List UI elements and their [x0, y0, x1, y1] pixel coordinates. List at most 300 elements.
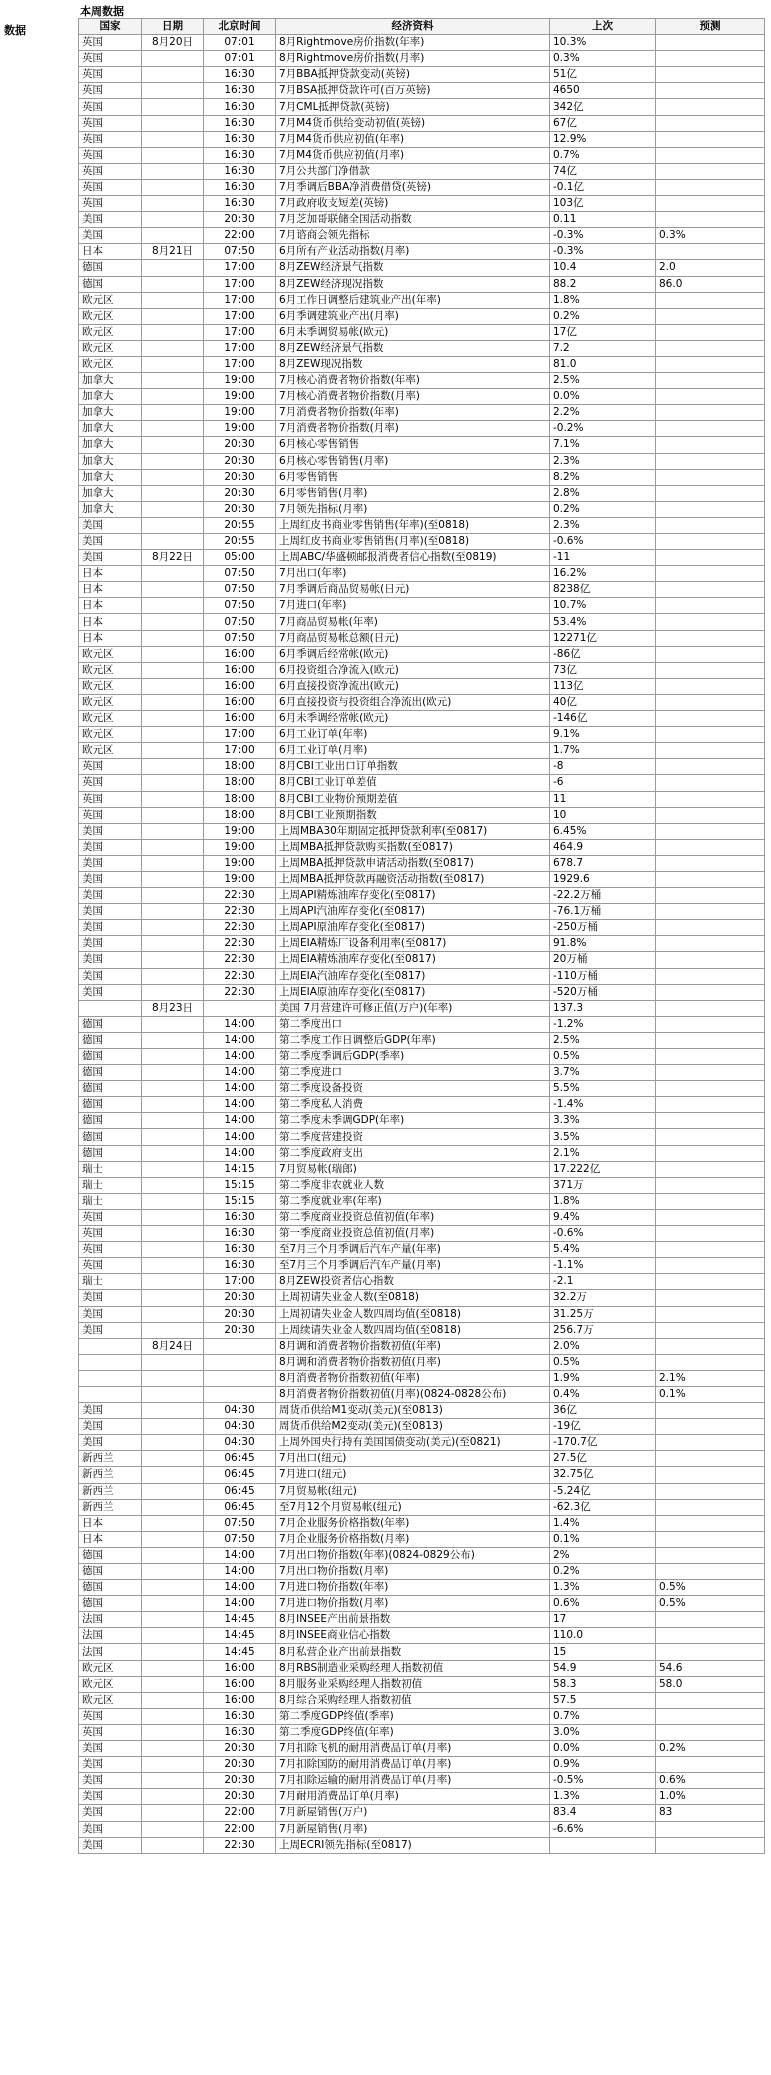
forecast-cell	[656, 678, 765, 694]
forecast-cell	[656, 99, 765, 115]
forecast-cell: 0.3%	[656, 228, 765, 244]
time-cell	[204, 1370, 276, 1386]
previous-value-cell: 2.5%	[550, 1032, 656, 1048]
header-forecast: 预测	[656, 19, 765, 35]
indicator-cell: 7月核心消费者物价指数(月率)	[276, 389, 550, 405]
time-cell: 18:00	[204, 791, 276, 807]
table-header-row	[79, 19, 765, 35]
forecast-cell	[656, 1515, 765, 1531]
country-cell: 美国	[79, 212, 142, 228]
time-cell: 14:00	[204, 1016, 276, 1032]
forecast-cell	[656, 1499, 765, 1515]
previous-value-cell: -0.5%	[550, 1773, 656, 1789]
time-cell: 20:30	[204, 1306, 276, 1322]
forecast-cell	[656, 711, 765, 727]
previous-value-cell: 1929.6	[550, 871, 656, 887]
indicator-cell: 7月耐用消费品订单(月率)	[276, 1789, 550, 1805]
date-cell	[142, 1773, 204, 1789]
previous-value-cell: 0.6%	[550, 1596, 656, 1612]
country-cell: 欧元区	[79, 1692, 142, 1708]
forecast-cell	[656, 1097, 765, 1113]
time-cell: 19:00	[204, 823, 276, 839]
date-cell	[142, 1306, 204, 1322]
forecast-cell	[656, 1065, 765, 1081]
country-cell: 欧元区	[79, 678, 142, 694]
indicator-cell: 8月消费者物价指数初值(年率)	[276, 1370, 550, 1386]
date-cell	[142, 1258, 204, 1274]
table-row	[79, 1016, 765, 1032]
table-row	[79, 1483, 765, 1499]
indicator-cell: 上周API精炼油库存变化(至0817)	[276, 888, 550, 904]
forecast-cell	[656, 324, 765, 340]
time-cell: 16:00	[204, 694, 276, 710]
date-cell	[142, 469, 204, 485]
forecast-cell	[656, 920, 765, 936]
indicator-cell: 8月RBS制造业采购经理人指数初值	[276, 1660, 550, 1676]
forecast-cell	[656, 1258, 765, 1274]
indicator-cell: 8月CBI工业出口订单指数	[276, 759, 550, 775]
date-cell	[142, 1242, 204, 1258]
date-cell	[142, 904, 204, 920]
table-row	[79, 99, 765, 115]
date-cell	[142, 598, 204, 614]
forecast-cell: 54.6	[656, 1660, 765, 1676]
forecast-cell	[656, 823, 765, 839]
indicator-cell: 8月Rightmove房价指数(月率)	[276, 51, 550, 67]
country-cell: 欧元区	[79, 646, 142, 662]
time-cell: 20:30	[204, 469, 276, 485]
previous-value-cell: 4650	[550, 83, 656, 99]
time-cell	[204, 1386, 276, 1402]
time-cell: 14:45	[204, 1628, 276, 1644]
time-cell: 20:30	[204, 1757, 276, 1773]
indicator-cell: 7月季调后商品贸易帐(日元)	[276, 582, 550, 598]
previous-value-cell: 1.3%	[550, 1580, 656, 1596]
time-cell: 07:50	[204, 1531, 276, 1547]
table-row	[79, 1467, 765, 1483]
previous-value-cell: -11	[550, 550, 656, 566]
country-cell: 德国	[79, 276, 142, 292]
date-cell	[142, 437, 204, 453]
previous-value-cell: 342亿	[550, 99, 656, 115]
country-cell: 美国	[79, 1757, 142, 1773]
country-cell: 日本	[79, 582, 142, 598]
table-row	[79, 1644, 765, 1660]
previous-value-cell: 0.2%	[550, 501, 656, 517]
sidebar-section-label: 数据	[4, 24, 26, 37]
previous-value-cell	[550, 1837, 656, 1853]
previous-value-cell: 0.3%	[550, 51, 656, 67]
indicator-cell: 8月私营企业产出前景指数	[276, 1644, 550, 1660]
forecast-cell	[656, 839, 765, 855]
previous-value-cell: -1.1%	[550, 1258, 656, 1274]
country-cell: 加拿大	[79, 421, 142, 437]
time-cell: 16:30	[204, 83, 276, 99]
date-cell: 8月21日	[142, 244, 204, 260]
country-cell: 德国	[79, 1145, 142, 1161]
forecast-cell	[656, 131, 765, 147]
indicator-cell: 上周外国央行持有美国国债变动(美元)(至0821)	[276, 1435, 550, 1451]
time-cell: 19:00	[204, 421, 276, 437]
date-cell	[142, 99, 204, 115]
country-cell: 美国	[79, 550, 142, 566]
forecast-cell	[656, 1612, 765, 1628]
country-cell: 美国	[79, 1435, 142, 1451]
table-row	[79, 501, 765, 517]
table-row	[79, 83, 765, 99]
date-cell: 8月20日	[142, 35, 204, 51]
date-cell	[142, 566, 204, 582]
indicator-cell: 第二季度政府支出	[276, 1145, 550, 1161]
forecast-cell	[656, 984, 765, 1000]
previous-value-cell: 32.75亿	[550, 1467, 656, 1483]
date-cell	[142, 389, 204, 405]
time-cell: 14:00	[204, 1081, 276, 1097]
table-row	[79, 1403, 765, 1419]
date-cell	[142, 405, 204, 421]
previous-value-cell: 67亿	[550, 115, 656, 131]
country-cell: 加拿大	[79, 469, 142, 485]
table-row	[79, 1177, 765, 1193]
time-cell: 16:30	[204, 1242, 276, 1258]
table-row	[79, 1612, 765, 1628]
table-row	[79, 1515, 765, 1531]
table-row	[79, 904, 765, 920]
indicator-cell: 7月扣除运输的耐用消费品订单(月率)	[276, 1773, 550, 1789]
table-row	[79, 1354, 765, 1370]
indicator-cell: 至7月三个月季调后汽车产量(年率)	[276, 1242, 550, 1258]
country-cell: 欧元区	[79, 340, 142, 356]
indicator-cell: 上周MBA抵押贷款购买指数(至0817)	[276, 839, 550, 855]
table-row	[79, 1113, 765, 1129]
time-cell: 14:00	[204, 1580, 276, 1596]
country-cell: 英国	[79, 35, 142, 51]
table-row	[79, 582, 765, 598]
country-cell: 英国	[79, 67, 142, 83]
table-row	[79, 968, 765, 984]
indicator-cell: 7月季调后BBA净消费借贷(英镑)	[276, 179, 550, 195]
country-cell: 英国	[79, 99, 142, 115]
forecast-cell	[656, 1483, 765, 1499]
date-cell	[142, 727, 204, 743]
indicator-cell: 7月进口(年率)	[276, 598, 550, 614]
country-cell: 加拿大	[79, 501, 142, 517]
previous-value-cell: 12.9%	[550, 131, 656, 147]
date-cell	[142, 1274, 204, 1290]
forecast-cell	[656, 1032, 765, 1048]
table-row	[79, 1386, 765, 1402]
country-cell: 英国	[79, 759, 142, 775]
table-row	[79, 920, 765, 936]
previous-value-cell: 54.9	[550, 1660, 656, 1676]
time-cell: 18:00	[204, 775, 276, 791]
indicator-cell: 6月工业订单(月率)	[276, 743, 550, 759]
previous-value-cell: -6.6%	[550, 1821, 656, 1837]
date-cell	[142, 630, 204, 646]
country-cell: 新西兰	[79, 1499, 142, 1515]
date-cell: 8月24日	[142, 1338, 204, 1354]
date-cell	[142, 678, 204, 694]
indicator-cell: 6月所有产业活动指数(月率)	[276, 244, 550, 260]
time-cell: 14:00	[204, 1547, 276, 1563]
indicator-cell: 周货币供给M1变动(美元)(至0813)	[276, 1403, 550, 1419]
time-cell: 14:45	[204, 1644, 276, 1660]
table-row	[79, 1000, 765, 1016]
date-cell	[142, 614, 204, 630]
country-cell: 美国	[79, 984, 142, 1000]
forecast-cell	[656, 582, 765, 598]
previous-value-cell: -0.3%	[550, 244, 656, 260]
indicator-cell: 上周初请失业金人数(至0818)	[276, 1290, 550, 1306]
date-cell	[142, 1805, 204, 1821]
country-cell: 英国	[79, 1209, 142, 1225]
time-cell: 22:30	[204, 936, 276, 952]
forecast-cell	[656, 968, 765, 984]
indicator-cell: 7月进口物价指数(月率)	[276, 1596, 550, 1612]
table-row	[79, 984, 765, 1000]
country-cell: 美国	[79, 904, 142, 920]
forecast-cell	[656, 340, 765, 356]
table-row	[79, 1435, 765, 1451]
indicator-cell: 6月直接投资净流出(欧元)	[276, 678, 550, 694]
country-cell: 欧元区	[79, 324, 142, 340]
indicator-cell: 上周ECRI领先指标(至0817)	[276, 1837, 550, 1853]
previous-value-cell: 0.4%	[550, 1386, 656, 1402]
date-cell	[142, 1354, 204, 1370]
forecast-cell	[656, 308, 765, 324]
forecast-cell: 0.2%	[656, 1741, 765, 1757]
previous-value-cell: -5.24亿	[550, 1483, 656, 1499]
time-cell: 15:15	[204, 1193, 276, 1209]
forecast-cell	[656, 485, 765, 501]
time-cell: 06:45	[204, 1499, 276, 1515]
forecast-cell	[656, 759, 765, 775]
time-cell: 22:30	[204, 984, 276, 1000]
previous-value-cell: -6	[550, 775, 656, 791]
country-cell: 瑞士	[79, 1193, 142, 1209]
forecast-cell	[656, 1274, 765, 1290]
time-cell: 19:00	[204, 373, 276, 389]
date-cell	[142, 453, 204, 469]
forecast-cell	[656, 147, 765, 163]
date-cell	[142, 711, 204, 727]
time-cell: 16:30	[204, 67, 276, 83]
forecast-cell	[656, 1757, 765, 1773]
forecast-cell	[656, 517, 765, 533]
country-cell: 日本	[79, 630, 142, 646]
time-cell: 20:30	[204, 1322, 276, 1338]
indicator-cell: 第二季度GDP终值(年率)	[276, 1724, 550, 1740]
previous-value-cell: 81.0	[550, 356, 656, 372]
table-row	[79, 1145, 765, 1161]
forecast-cell	[656, 469, 765, 485]
date-cell	[142, 839, 204, 855]
country-cell	[79, 1000, 142, 1016]
previous-value-cell: 6.45%	[550, 823, 656, 839]
time-cell: 16:00	[204, 662, 276, 678]
date-cell	[142, 1692, 204, 1708]
forecast-cell	[656, 437, 765, 453]
previous-value-cell: -0.6%	[550, 1226, 656, 1242]
date-cell	[142, 936, 204, 952]
country-cell: 美国	[79, 1821, 142, 1837]
previous-value-cell: 0.2%	[550, 1564, 656, 1580]
country-cell: 欧元区	[79, 711, 142, 727]
indicator-cell: 7月M4货币供给变动初值(英镑)	[276, 115, 550, 131]
forecast-cell	[656, 1403, 765, 1419]
previous-value-cell: 17	[550, 1612, 656, 1628]
table-row	[79, 1306, 765, 1322]
country-cell: 加拿大	[79, 485, 142, 501]
previous-value-cell: 110.0	[550, 1628, 656, 1644]
country-cell: 英国	[79, 1708, 142, 1724]
indicator-cell: 8月Rightmove房价指数(年率)	[276, 35, 550, 51]
previous-value-cell: 2.2%	[550, 405, 656, 421]
previous-value-cell: -19亿	[550, 1419, 656, 1435]
indicator-cell: 8月服务业采购经理人指数初值	[276, 1676, 550, 1692]
time-cell: 22:30	[204, 1837, 276, 1853]
time-cell: 14:00	[204, 1113, 276, 1129]
indicator-cell: 7月消费者物价指数(月率)	[276, 421, 550, 437]
time-cell: 18:00	[204, 759, 276, 775]
time-cell: 16:30	[204, 1708, 276, 1724]
table-row	[79, 1258, 765, 1274]
forecast-cell: 83	[656, 1805, 765, 1821]
date-cell	[142, 1467, 204, 1483]
previous-value-cell: 0.5%	[550, 1049, 656, 1065]
forecast-cell	[656, 1547, 765, 1563]
time-cell: 20:30	[204, 437, 276, 453]
date-cell	[142, 228, 204, 244]
time-cell: 16:30	[204, 131, 276, 147]
indicator-cell: 7月商品贸易帐(年率)	[276, 614, 550, 630]
indicator-cell: 上周EIA汽油库存变化(至0817)	[276, 968, 550, 984]
time-cell: 16:00	[204, 678, 276, 694]
time-cell: 06:45	[204, 1467, 276, 1483]
table-row	[79, 534, 765, 550]
time-cell: 16:30	[204, 179, 276, 195]
table-row	[79, 678, 765, 694]
country-cell: 美国	[79, 936, 142, 952]
indicator-cell: 上周红皮书商业零售销售(年率)(至0818)	[276, 517, 550, 533]
previous-value-cell: 464.9	[550, 839, 656, 855]
time-cell: 07:50	[204, 582, 276, 598]
forecast-cell: 0.5%	[656, 1580, 765, 1596]
previous-value-cell: 0.7%	[550, 147, 656, 163]
table-row	[79, 550, 765, 566]
indicator-cell: 7月公共部门净借款	[276, 163, 550, 179]
indicator-cell: 8月调和消费者物价指数初值(月率)	[276, 1354, 550, 1370]
country-cell: 美国	[79, 1805, 142, 1821]
date-cell: 8月22日	[142, 550, 204, 566]
country-cell: 日本	[79, 244, 142, 260]
table-row	[79, 646, 765, 662]
time-cell: 05:00	[204, 550, 276, 566]
date-cell	[142, 1049, 204, 1065]
table-row	[79, 791, 765, 807]
previous-value-cell: 0.2%	[550, 308, 656, 324]
table-row	[79, 1499, 765, 1515]
previous-value-cell: 17亿	[550, 324, 656, 340]
date-cell	[142, 1322, 204, 1338]
header-previous: 上次	[550, 19, 656, 35]
previous-value-cell: 9.4%	[550, 1209, 656, 1225]
time-cell: 17:00	[204, 260, 276, 276]
date-cell	[142, 1789, 204, 1805]
table-row	[79, 228, 765, 244]
country-cell	[79, 1370, 142, 1386]
table-row	[79, 1065, 765, 1081]
indicator-cell: 7月谘商会领先指标	[276, 228, 550, 244]
country-cell: 法国	[79, 1644, 142, 1660]
country-cell: 美国	[79, 952, 142, 968]
forecast-cell	[656, 1129, 765, 1145]
previous-value-cell: -1.2%	[550, 1016, 656, 1032]
country-cell: 德国	[79, 1032, 142, 1048]
previous-value-cell: 10.4	[550, 260, 656, 276]
indicator-cell: 6月投资组合净流入(欧元)	[276, 662, 550, 678]
forecast-cell	[656, 775, 765, 791]
country-cell: 英国	[79, 147, 142, 163]
time-cell: 20:55	[204, 517, 276, 533]
previous-value-cell: 0.1%	[550, 1531, 656, 1547]
country-cell: 美国	[79, 1419, 142, 1435]
header-date: 日期	[142, 19, 204, 35]
table-row	[79, 1547, 765, 1563]
time-cell: 22:30	[204, 920, 276, 936]
indicator-cell: 6月季调后经常帐(欧元)	[276, 646, 550, 662]
table-row	[79, 888, 765, 904]
previous-value-cell: 36亿	[550, 1403, 656, 1419]
date-cell	[142, 1837, 204, 1853]
table-row	[79, 67, 765, 83]
table-row	[79, 936, 765, 952]
previous-value-cell: 5.4%	[550, 1242, 656, 1258]
indicator-cell: 7月出口(纽元)	[276, 1451, 550, 1467]
previous-value-cell: 17.222亿	[550, 1161, 656, 1177]
table-row	[79, 630, 765, 646]
indicator-cell: 至7月三个月季调后汽车产量(月率)	[276, 1258, 550, 1274]
date-cell	[142, 888, 204, 904]
country-cell: 英国	[79, 807, 142, 823]
date-cell	[142, 1290, 204, 1306]
time-cell: 20:30	[204, 1741, 276, 1757]
forecast-cell	[656, 35, 765, 51]
table-row	[79, 485, 765, 501]
forecast-cell	[656, 630, 765, 646]
forecast-cell	[656, 212, 765, 228]
previous-value-cell: 16.2%	[550, 566, 656, 582]
indicator-cell: 6月核心零售销售	[276, 437, 550, 453]
time-cell	[204, 1354, 276, 1370]
time-cell: 19:00	[204, 389, 276, 405]
indicator-cell: 8月INSEE产出前景指数	[276, 1612, 550, 1628]
previous-value-cell: -0.1亿	[550, 179, 656, 195]
date-cell	[142, 1757, 204, 1773]
previous-value-cell: 2.0%	[550, 1338, 656, 1354]
header-indicator: 经济资料	[276, 19, 550, 35]
forecast-cell: 0.6%	[656, 1773, 765, 1789]
date-cell	[142, 324, 204, 340]
time-cell: 19:00	[204, 855, 276, 871]
date-cell	[142, 920, 204, 936]
forecast-cell	[656, 952, 765, 968]
previous-value-cell: -0.2%	[550, 421, 656, 437]
previous-value-cell: 0.5%	[550, 1354, 656, 1370]
previous-value-cell: 83.4	[550, 1805, 656, 1821]
country-cell: 美国	[79, 228, 142, 244]
time-cell: 07:50	[204, 630, 276, 646]
